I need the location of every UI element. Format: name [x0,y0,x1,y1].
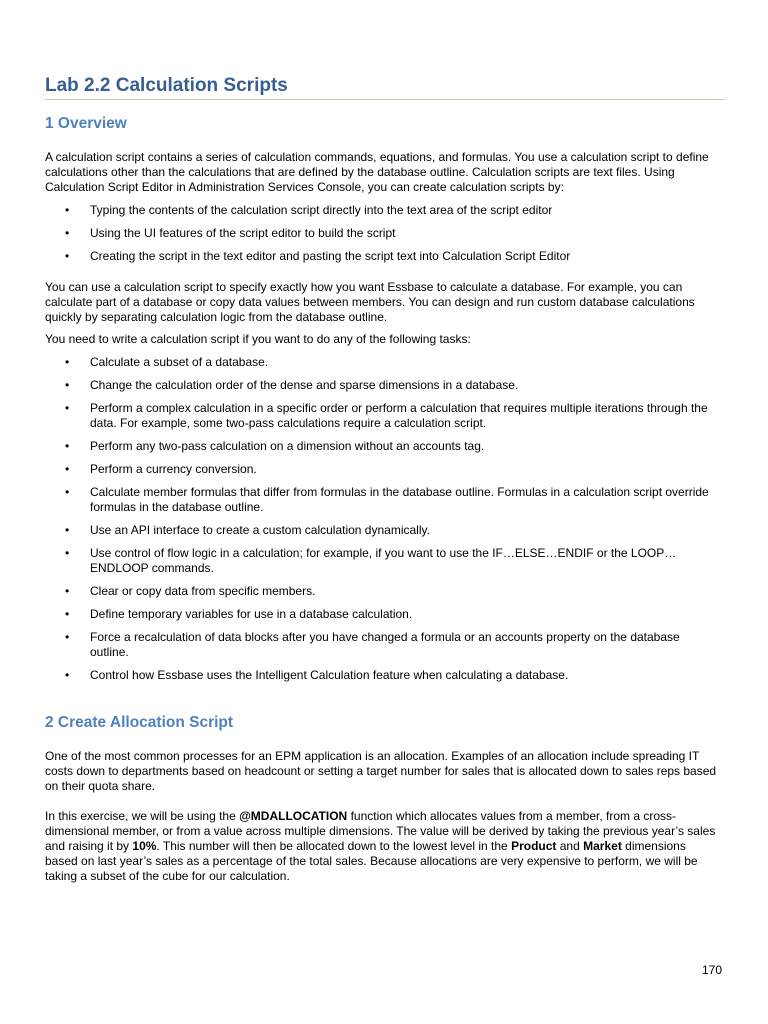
list-item: • Use control of flow logic in a calculation; for example, if you want to use the IF…ELSE…ENDIF or the LOOP…ENDLOOP commands. [45,546,720,576]
page-number: 170 [701,963,722,977]
list-item: • Perform a currency conversion. [45,462,720,477]
allocation-intro-paragraph: One of the most common processes for an EPM application is an allocation. Examples of an allocation include spreading IT costs down to departments based on headcount or setting a target number for sales that is allocated down to sales reps based on their quota share. [45,749,717,793]
mdallocation-paragraph: In this exercise, we will be using the @MDALLOCATION function which allocates values from a member, from a cross-dimensional member, or from a value across multiple dimensions. The value will be derived by taking the previous year’s sales and raising it by 10%. This number will then be allocated down to the lowest level in the Product and Market dimensions based on last year’s sales as a percentage of the total sales. Because allocations are very expensive to perform, we will be taking a subset of the cube for our calculation. [45,809,716,883]
mdallocation-function-name: @MDALLOCATION [239,809,348,823]
list-item: • Change the calculation order of the dense and sparse dimensions in a database. [45,378,720,393]
calculation-tasks-list [45,355,720,683]
list-item: • Calculate member formulas that differ from formulas in the database outline. Formulas in a calculation script override formulas in the database outline. [45,485,720,515]
overview-intro-paragraph: A calculation script contains a series of calculation commands, equations, and formulas. You use a calculation script to define calculations other than the calculations that are defined by the database outline. Calculation scripts are text files. Using Calculation Script Editor in Administration Services Console, you can create calculation scripts by: [45,150,709,194]
list-item: • Using the UI features of the script editor to build the script [45,226,720,241]
product-dimension: Product [511,839,557,853]
list-item: • Calculate a subset of a database. [45,355,720,370]
script-creation-methods-list [45,203,720,264]
list-item: • Define temporary variables for use in a database calculation. [45,607,720,622]
list-item: • Perform any two-pass calculation on a dimension without an accounts tag. [45,439,720,454]
list-item: • Use an API interface to create a custom calculation dynamically. [45,523,720,538]
list-item: • Creating the script in the text editor and pasting the script text into Calculation Script Editor [45,249,720,264]
market-dimension: Market [583,839,622,853]
list-item: • Force a recalculation of data blocks after you have changed a formula or an accounts property on the database outline. [45,630,720,660]
list-item: • Typing the contents of the calculation script directly into the text area of the script editor [45,203,720,218]
page-content [45,114,720,884]
list-item: • Control how Essbase uses the Intelligent Calculation feature when calculating a database. [45,668,720,683]
page-title: Lab 2.2 Calculation Scripts [45,74,725,100]
increase-percent: 10% [132,839,157,853]
section-heading-allocation: 2 Create Allocation Script [45,714,234,731]
tasks-intro-paragraph: You need to write a calculation script if you want to do any of the following tasks: [45,332,471,346]
list-item: • Perform a complex calculation in a specific order or perform a calculation that requires multiple iterations through the data. For example, some two-pass calculations require a calculation script. [45,401,720,431]
essbase-usage-paragraph: You can use a calculation script to specify exactly how you want Essbase to calculate a database. For example, you can calculate part of a database or copy data values between members. You can design and run custom database calculations quickly by separating calculation logic from the database outline. [45,280,695,324]
section-heading-overview: 1 Overview [45,115,127,132]
list-item: • Clear or copy data from specific members. [45,584,720,599]
